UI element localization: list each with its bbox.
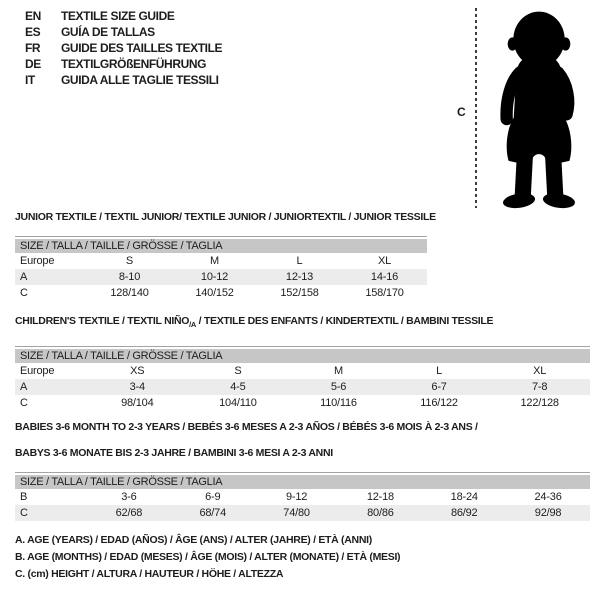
list-item [25, 8, 222, 24]
list-item [25, 40, 222, 56]
table-cell: 152/158 [280, 287, 319, 299]
row-label: A [20, 271, 28, 283]
note-height-cm: C. (cm) HEIGHT / ALTURA / HAUTEUR / HÖHE / ALTEZZA [15, 568, 284, 580]
table-row [15, 285, 427, 301]
table-cell: 80/86 [367, 507, 394, 519]
note-age-years: A. AGE (YEARS) / EDAD (AÑOS) / ÂGE (ANS) / ALTER (JAHRE) / ETÀ (ANNI) [15, 534, 372, 546]
legend-notes [15, 532, 400, 583]
list-item [25, 56, 222, 72]
row-label: C [20, 507, 28, 519]
measurement-figure [450, 4, 598, 216]
row-label: A [20, 381, 28, 394]
guide-title: TEXTILGRÖßENFÜHRUNG [61, 57, 207, 71]
table-cell: 128/140 [110, 287, 149, 299]
row-label: Europe [20, 255, 55, 267]
babies-size-table [15, 420, 590, 521]
children-size-table [15, 314, 590, 411]
table-cell: 98/104 [121, 397, 154, 410]
divider [15, 472, 590, 473]
language-code: FR [25, 41, 41, 55]
table-cell: 74/80 [283, 507, 310, 519]
measure-label-c: C [457, 105, 466, 119]
divider [15, 346, 590, 347]
table-cell: M [210, 255, 219, 267]
baby-silhouette-icon [482, 4, 596, 216]
table-row [15, 269, 427, 285]
table-cell: 122/128 [520, 397, 559, 410]
table-cell: XL [377, 255, 392, 267]
table-cell: 7-8 [532, 381, 548, 394]
guide-title: GUIDA ALLE TAGLIE TESSILI [61, 73, 219, 87]
row-label: C [20, 287, 28, 299]
language-guide-list [25, 8, 222, 88]
table-cell: L [296, 255, 303, 267]
table-cell: XS [130, 365, 145, 378]
guide-title: TEXTILE SIZE GUIDE [61, 9, 175, 23]
table-cell: 8-10 [118, 271, 141, 283]
language-code: DE [25, 57, 41, 71]
list-item [25, 24, 222, 40]
row-label: C [20, 397, 28, 410]
language-code: EN [25, 9, 41, 23]
list-item [25, 72, 222, 88]
table-row [15, 253, 427, 269]
guide-title: GUIDE DES TAILLES TEXTILE [61, 41, 223, 55]
table-title: CHILDREN'S TEXTILE / TEXTIL $NIÑO_{/A}$ / TEXTILE DES ENFANTS / KINDERTEXTIL / BAMBINI TESSILE [15, 315, 494, 330]
table-cell: 158/170 [365, 287, 404, 299]
table-row [15, 363, 590, 379]
table-cell: 62/68 [115, 507, 143, 519]
table-row [15, 489, 590, 505]
table-cell: 104/110 [219, 397, 257, 410]
table-cell: 110/116 [320, 397, 357, 410]
table-cell: 12-13 [285, 271, 314, 283]
table-title: BABYS 3-6 MONATE BIS 2-3 JAHRE / BAMBINI 3-6 MESI A 2-3 ANNI [15, 447, 333, 459]
table-cell: 6-9 [205, 491, 221, 503]
table-cell: S [234, 365, 242, 378]
language-code: ES [25, 25, 41, 39]
table-title: JUNIOR TEXTILE / TEXTIL JUNIOR/ TEXTILE JUNIOR / JUNIORTEXTIL / JUNIOR TESSILE [15, 211, 436, 223]
size-header-band: SIZE / TALLA / TAILLE / GRÖSSE / TAGLIA [15, 239, 427, 253]
table-cell: 18-24 [450, 491, 478, 503]
table-cell: 140/152 [195, 287, 234, 299]
table-title: BABIES 3-6 MONTH TO 2-3 YEARS / BEBÉS 3-6 MESES A 2-3 AÑOS / BÉBÉS 3-6 MOIS À 2-3 ANS / [15, 421, 478, 433]
table-cell: M [334, 365, 343, 378]
table-cell: 5-6 [330, 381, 347, 394]
table-cell: 10-12 [200, 271, 229, 283]
junior-size-table [15, 210, 436, 301]
table-row [15, 379, 590, 395]
table-cell: 24-36 [534, 491, 562, 503]
language-code: IT [25, 73, 35, 87]
guide-title: GUÍA DE TALLAS [61, 25, 155, 39]
table-cell: 116/122 [420, 397, 458, 410]
table-cell: 12-18 [366, 491, 394, 503]
table-row [15, 395, 590, 411]
table-cell: 92/98 [534, 507, 562, 519]
table-cell: 14-16 [370, 271, 399, 283]
table-cell: 68/74 [199, 507, 226, 519]
table-cell: 3-6 [121, 491, 137, 503]
size-header-band: SIZE / TALLA / TAILLE / GRÖSSE / TAGLIA [15, 349, 590, 363]
table-cell: 3-4 [129, 381, 145, 394]
note-age-months: B. AGE (MONTHS) / EDAD (MESES) / ÂGE (MOIS) / ALTER (MONATE) / ETÀ (MESI) [15, 551, 401, 563]
divider [15, 236, 427, 237]
table-cell: 86/92 [450, 507, 478, 519]
size-header-band: SIZE / TALLA / TAILLE / GRÖSSE / TAGLIA [15, 475, 590, 489]
table-cell: 9-12 [285, 491, 308, 503]
row-label: B [20, 491, 28, 503]
table-cell: 4-5 [230, 381, 246, 394]
row-label: Europe [20, 365, 55, 378]
table-cell: XL [533, 365, 547, 378]
table-cell: L [436, 365, 443, 378]
height-measure-line [475, 8, 477, 208]
table-cell: 6-7 [431, 381, 447, 394]
table-row [15, 505, 590, 521]
table-cell: S [125, 255, 134, 267]
